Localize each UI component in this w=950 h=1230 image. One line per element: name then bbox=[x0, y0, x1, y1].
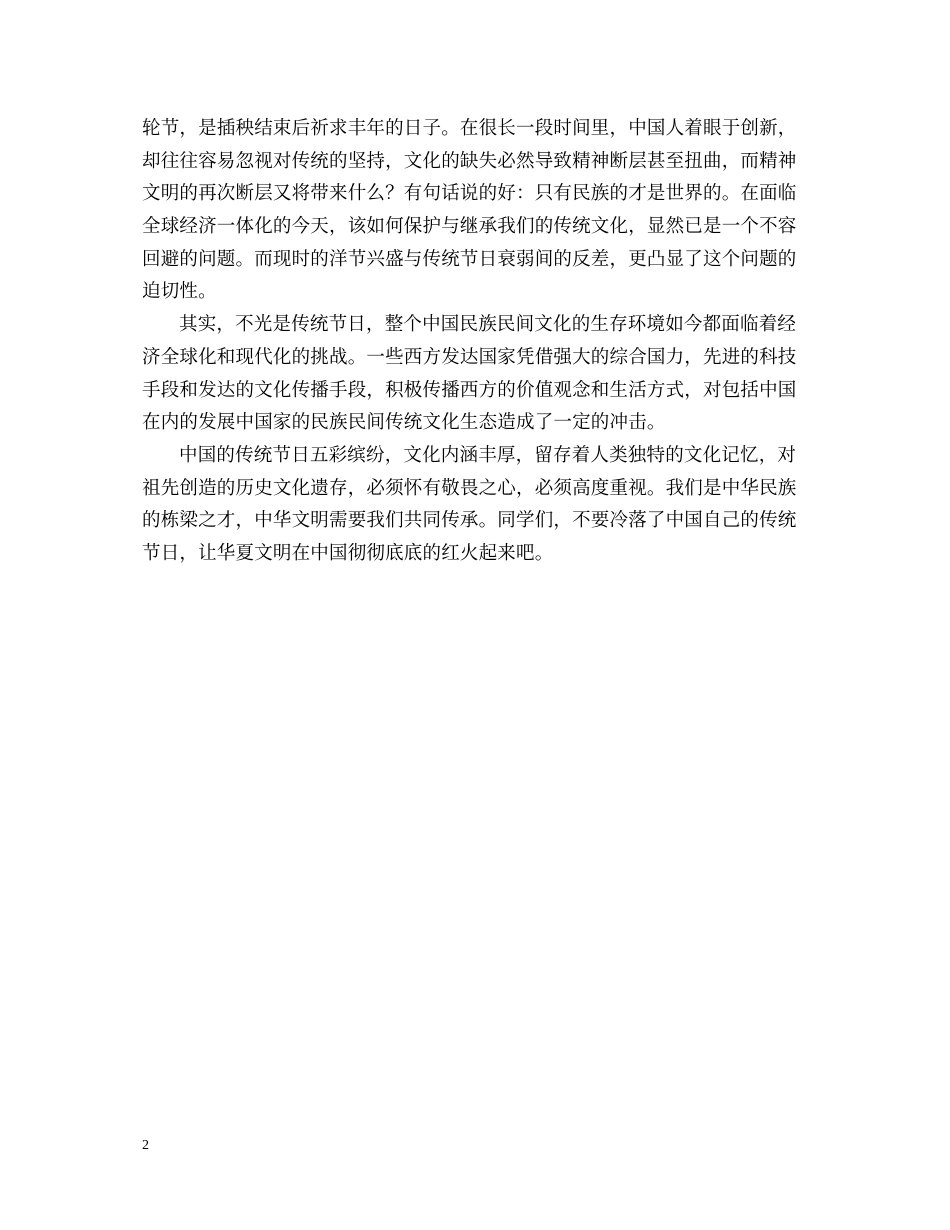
page-number: 2 bbox=[142, 1138, 149, 1153]
paragraph-line: 祖先创造的历史文化遗存，必须怀有敬畏之心，必须高度重视。我们是中华民族 bbox=[142, 477, 797, 499]
paragraph-line: 济全球化和现代化的挑战。一些西方发达国家凭借强大的综合国力，先进的科技 bbox=[142, 346, 797, 368]
paragraph-3 bbox=[142, 440, 808, 571]
paragraph-line: 中国的传统节日五彩缤纷，文化内涵丰厚，留存着人类独特的文化记忆，对 bbox=[179, 444, 797, 466]
paragraph-line: 文明的再次断层又将带来什么？有句话说的好：只有民族的才是世界的。在面临 bbox=[142, 183, 797, 205]
paragraph-line: 迫切性。 bbox=[142, 281, 217, 303]
paragraph-line: 的栋梁之才，中华文明需要我们共同传承。同学们，不要冷落了中国自己的传统 bbox=[142, 510, 797, 532]
paragraph-line: 却往往容易忽视对传统的坚持，文化的缺失必然导致精神断层甚至扭曲，而精神 bbox=[142, 150, 797, 172]
paragraph-line: 节日，让华夏文明在中国彻彻底底的红火起来吧。 bbox=[142, 542, 554, 564]
paragraph-line: 回避的问题。而现时的洋节兴盛与传统节日衰弱间的反差，更凸显了这个问题的 bbox=[142, 248, 797, 270]
paragraph-line: 全球经济一体化的今天，该如何保护与继承我们的传统文化，显然已是一个不容 bbox=[142, 216, 797, 238]
body-text bbox=[142, 113, 808, 571]
paragraph-line: 其实，不光是传统节日，整个中国民族民间文化的生存环境如今都面临着经 bbox=[179, 314, 797, 336]
paragraph-line: 在内的发展中国家的民族民间传统文化生态造成了一定的冲击。 bbox=[142, 412, 666, 434]
paragraph-line: 轮节，是插秧结束后祈求丰年的日子。在很长一段时间里，中国人着眼于创新， bbox=[142, 118, 797, 139]
paragraph-2 bbox=[142, 309, 808, 440]
paragraph-line: 手段和发达的文化传播手段，积极传播西方的价值观念和生活方式，对包括中国 bbox=[142, 379, 797, 401]
paragraph-1 bbox=[142, 113, 808, 309]
